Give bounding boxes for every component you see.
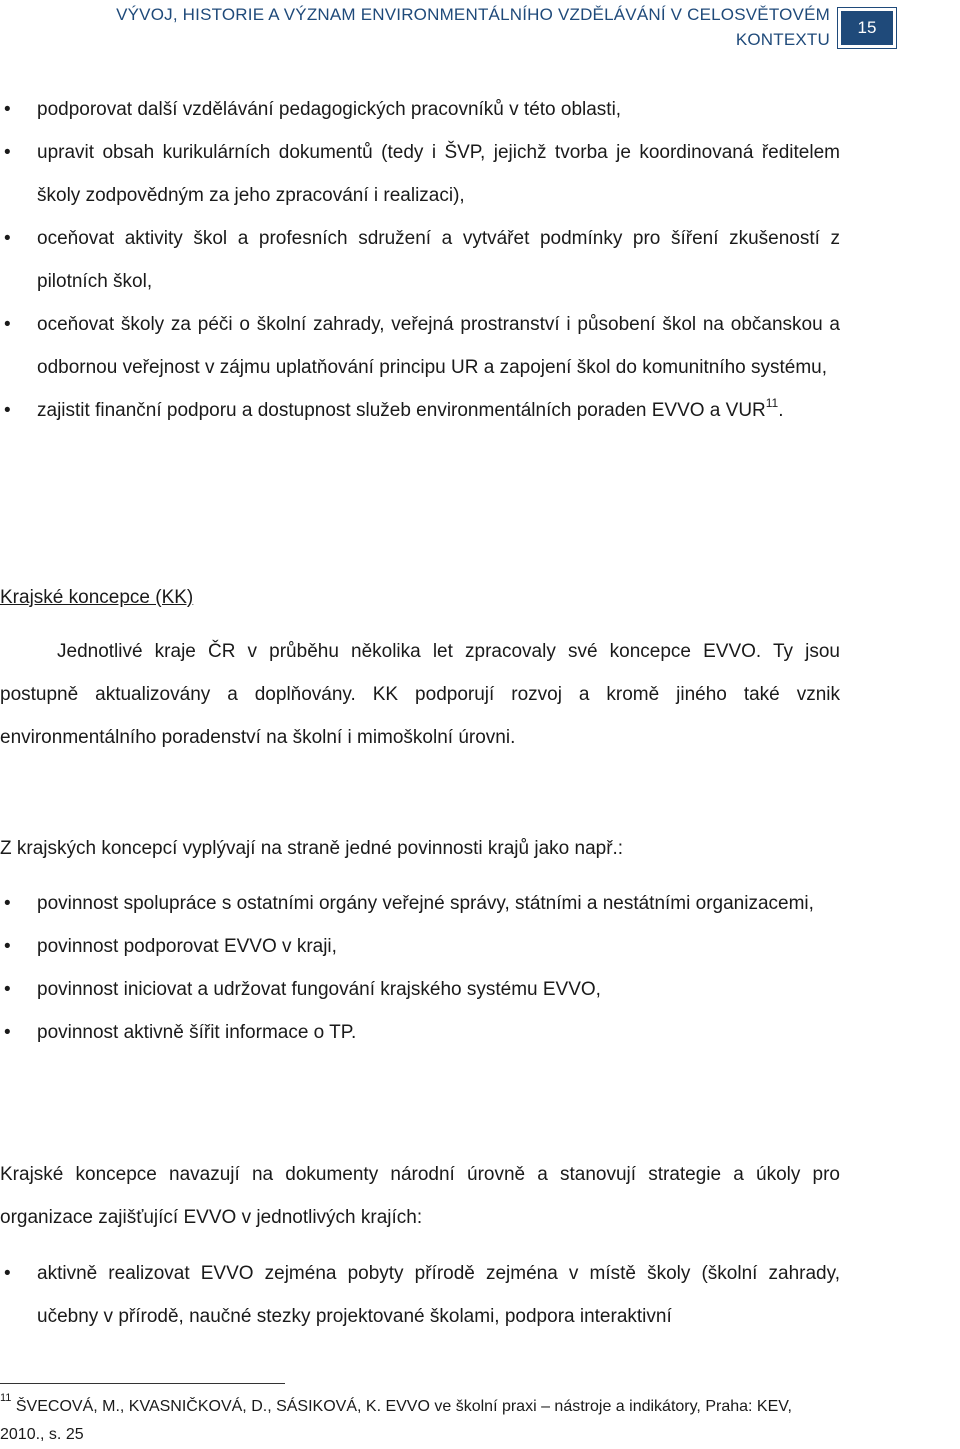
footnote-divider [0,1383,285,1384]
recommendations-list [0,88,840,432]
list-item: • aktivně realizovat EVVO zejména pobyty přírodě zejména v místě školy (školní zahrady, učebny v přírodě, naučné stezky projektované školami, podpora interaktivní [0,1252,840,1338]
list-item: • povinnost aktivně šířit informace o TP. [0,1011,840,1054]
running-header: VÝVOJ, HISTORIE A VÝZNAM ENVIRONMENTÁLNÍHO VZDĚLÁVÁNÍ V CELOSVĚTOVÉM KONTEXTU [116,5,830,49]
bullet-icon: • [4,1022,11,1043]
list-item: • podporovat další vzdělávání pedagogických pracovníků v této oblasti, [0,88,840,131]
bullet-icon: • [4,936,11,957]
bullet-icon: • [4,979,11,1000]
list-item: • povinnost iniciovat a udržovat fungování krajského systému EVVO, [0,968,840,1011]
list-item: • povinnost spolupráce s ostatními orgány veřejné správy, státními a nestátními organizacemi, [0,882,840,925]
bullet-icon: • [4,99,11,120]
page-number-badge: 15 [838,8,896,48]
duties-list [0,882,840,1054]
section-heading-kk: Krajské koncepce (KK) [0,587,194,608]
bullet-icon: • [4,228,11,249]
section-kk-paragraph: Jednotlivé kraje ČR v průběhu několika let zpracovaly své koncepce EVVO. Ty jsou postupně aktualizovány a doplňovány. KK podporují rozvoj a kromě jiného také vznik environmentálního poradenství na školní i mimoškolní úrovni. [0,641,840,748]
list-item: • oceňovat aktivity škol a profesních sdružení a vytvářet podmínky pro šíření zkušeností z pilotních škol, [0,217,840,303]
bullet-icon: • [4,400,11,421]
footnote [0,1393,820,1449]
bullet-icon: • [4,142,11,163]
bullet-icon: • [4,314,11,335]
list-item: • oceňovat školy za péči o školní zahrady, veřejná prostranství i působení škol na občanskou a odbornou veřejnost v zájmu uplatňování principu UR a zapojení škol do komunitního systému, [0,303,840,389]
tasks-intro: Krajské koncepce navazují na dokumenty národní úrovně a stanovují strategie a úkoly pro organizace zajišťující EVVO v jednotlivých krajích: [0,1164,840,1228]
footnote-text: ŠVECOVÁ, M., KVASNIČKOVÁ, D., SÁSIKOVÁ, K. EVVO ve školní praxi – nástroje a indikátory, Praha: KEV, 2010., s. 25 [0,1398,792,1443]
footnote-number: 11 [0,1391,12,1404]
list-item: • zajistit finanční podporu a dostupnost služeb environmentálních poraden EVVO a VUR$^{11}$. [0,389,840,432]
list-item: • povinnost podporovat EVVO v kraji, [0,925,840,968]
bullet-icon: • [4,893,11,914]
list-item: • upravit obsah kurikulárních dokumentů (tedy i ŠVP, jejichž tvorba je koordinovaná ředitelem školy zodpovědným za jeho zpracování i realizaci), [0,131,840,217]
tasks-list [0,1252,840,1338]
footnote-ref: 11 [765,395,779,410]
duties-intro: Z krajských koncepcí vyplývají na straně jedné povinnosti krajů jako např.: [0,838,624,859]
bullet-icon: • [4,1263,11,1284]
